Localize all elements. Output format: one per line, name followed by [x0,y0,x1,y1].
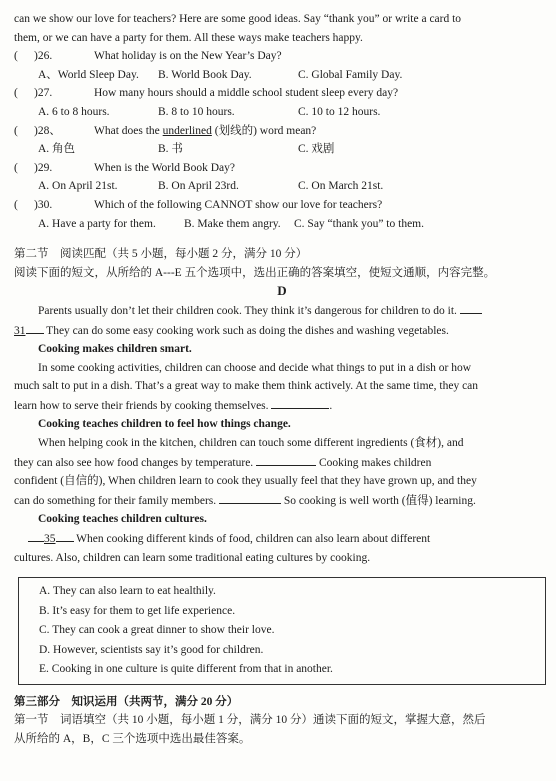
question-number: )30. [34,198,53,211]
answer-paren[interactable]: ( [14,198,18,211]
question-text: What holiday is on the New Year’s Day? [94,50,282,63]
passage-heading-3: Cooking teaches children cultures. [38,513,207,526]
option-c: C. 10 to 12 hours. [298,105,381,118]
part-3-header: 第三部分 知识运用（共两节，满分 20 分） [14,695,239,708]
question-30 [14,196,550,215]
answer-blank-34[interactable] [219,491,281,504]
question-text: How many hours should a middle school student sleep every day? [94,87,399,100]
passage-p2b: much salt to put in a dish. That’s a great way to make them think actively. At the same time, they can [14,380,479,393]
section-2-header: 第二节 阅读匹配（共 5 小题，每小题 2 分，满分 10 分） [14,248,308,261]
box-option-c: C. They can cook a great dinner to show their love. [39,624,275,637]
box-option-a: A. They can also learn to eat healthily. [39,585,216,598]
answer-paren[interactable]: ( [14,161,18,174]
answer-paren[interactable]: ( [14,124,18,137]
box-option-d: D. However, scientists say it’s good for children. [39,643,264,656]
option-b: B. 书 [158,143,183,156]
option-a: A、World Sleep Day. [38,68,139,81]
box-option-e: E. Cooking in one culture is quite different from that in another. [39,663,333,676]
question-27 [14,84,550,103]
option-c: C. 戏剧 [298,143,335,156]
question-28 [14,122,550,141]
answer-blank-35-left[interactable] [28,529,44,542]
options-box [18,577,546,685]
passage-p1b: 31 They can do some easy cooking work such as doing the dishes and washing vegetables. [14,321,550,341]
option-a: A. 角色 [38,143,76,156]
option-c: C. On March 21st. [298,180,384,193]
options-28 [14,140,550,159]
question-text-after: (划线的) word mean? [211,124,317,137]
passage-p3c: confident (自信的), When children learn to cook they usually feel that they have grown up, and they [14,475,477,488]
option-c: C. Global Family Day. [298,68,403,81]
passage-p3d: can do something for their family members. So cooking is well worth (值得) learning. [14,491,550,511]
question-text: When is the World Book Day? [94,161,235,174]
answer-blank-33[interactable] [256,453,316,466]
option-b: B. 8 to 10 hours. [158,105,235,118]
answer-blank-31[interactable] [26,321,44,334]
answer-blank-31a[interactable] [460,301,482,314]
options-29 [14,177,550,196]
question-number: )28、 [34,124,61,137]
passage-heading-2: Cooking teaches children to feel how things change. [38,418,291,431]
box-option-b: B. It’s easy for them to get life experience. [39,604,236,617]
underlined-word: underlined [162,124,212,137]
part-3-line-2: 从所给的 A，B，C 三个选项中选出最佳答案。 [14,732,251,745]
section-2-instruction: 阅读下面的短文，从所给的 A---E 五个选项中，选出正确的答案填空，使短文通顺，内容完整。 [14,266,496,279]
passage-p4a: 35 When cooking different kinds of food, children can also learn about different [14,529,550,549]
question-text: Which of the following CANNOT show our love for teachers? [94,198,383,211]
question-number: )27. [34,87,53,100]
options-27 [14,103,550,122]
question-text [94,122,316,141]
options-26 [14,66,550,85]
option-a: A. Have a party for them. [38,217,156,230]
passage-p4b: cultures. Also, children can learn some traditional eating cultures by cooking. [14,551,371,564]
option-b: B. World Book Day. [158,68,252,81]
passage-heading-1: Cooking makes children smart. [38,343,192,356]
answer-blank-32[interactable] [271,396,329,409]
question-26 [14,47,550,66]
answer-blank-35-right[interactable] [56,529,74,542]
option-b: B. Make them angry. [184,217,281,230]
blank-31[interactable]: 31 [14,324,26,337]
blank-35[interactable]: 35 [44,533,56,546]
answer-paren[interactable]: ( [14,50,18,63]
question-number: )29. [34,161,53,174]
passage-p1a: Parents usually don’t let their children cook. They think it’s dangerous for children to do it. [14,301,550,321]
option-a: A. 6 to 8 hours. [38,105,110,118]
intro-line-1: can we show our love for teachers? Here are some good ideas. Say “thank you” or write a card to [14,13,462,25]
option-c: C. Say “thank you” to them. [294,217,424,230]
part-3-line-1: 第一节 词语填空（共 10 小题，每小题 1 分，满分 10 分）通读下面的短文，掌握大意，然后 [14,714,486,727]
intro-line-2: them, or we can have a party for them. All these ways make teachers happy. [14,31,363,44]
answer-paren[interactable]: ( [14,87,18,100]
passage-label: D [277,283,287,299]
question-text-before: What does the [94,124,163,137]
question-29 [14,159,550,178]
question-number: )26. [34,50,53,63]
passage-p3a: When helping cook in the kitchen, children can touch some different ingredients (食材), and [38,437,464,450]
options-30 [14,215,550,234]
option-b: B. On April 23rd. [158,180,239,193]
passage-p2c: learn how to serve their friends by cooking themselves. . [14,396,550,416]
passage-p3b: they can also see how food changes by temperature. Cooking makes children [14,453,550,473]
passage-p2a: In some cooking activities, children can choose and decide what things to put in a dish or how [38,361,472,374]
option-a: A. On April 21st. [38,180,118,193]
